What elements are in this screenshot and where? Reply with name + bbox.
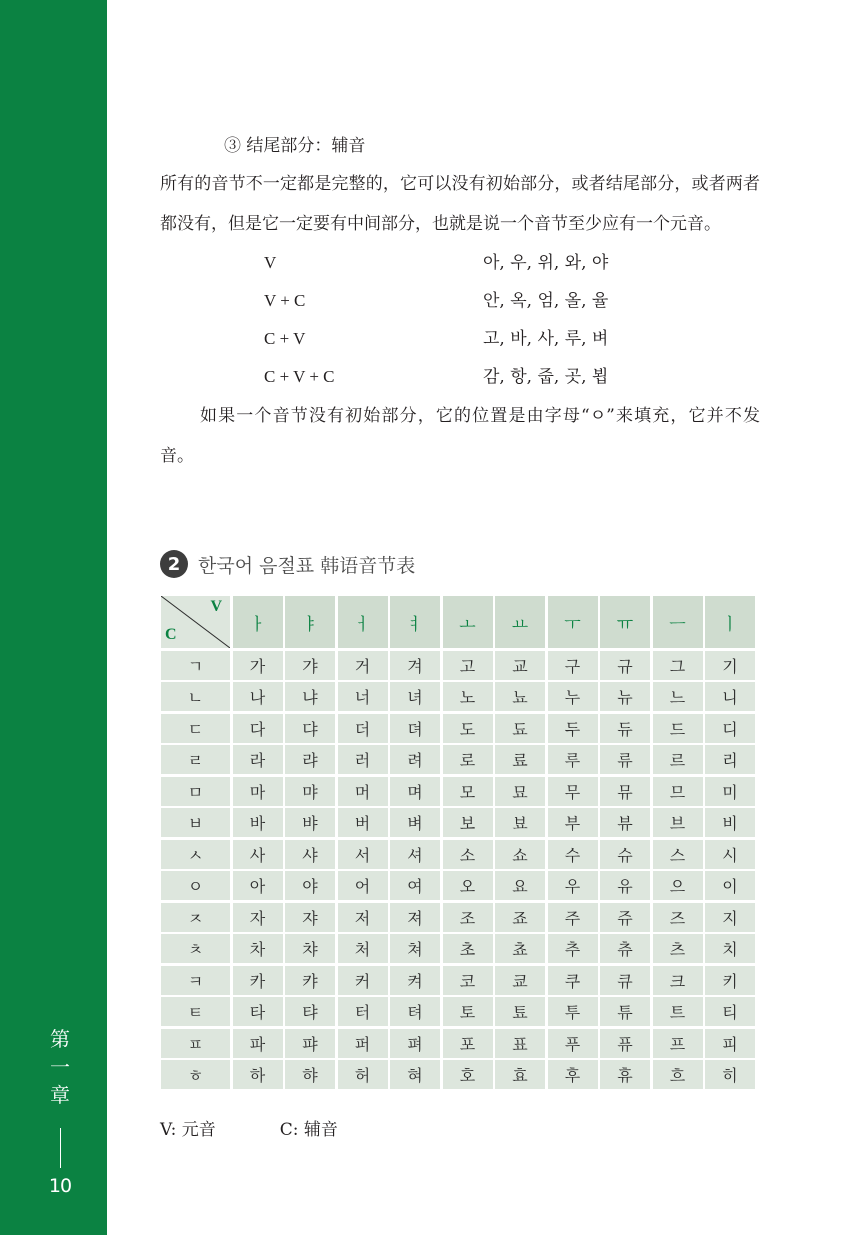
syllable-cell: 쇼 [495, 840, 545, 869]
syllable-cell: 퓨 [600, 1029, 650, 1058]
syllable-cell: 사 [233, 840, 283, 869]
syllable-cell: 크 [653, 966, 703, 995]
section3-paragraph: 所有的音节不一定都是完整的，它可以没有初始部分，或者结尾部分，或者两者都没有，但是它一定要有中间部分，也就是说一个音节至少应有一个元音。 [160, 174, 760, 234]
syllable-cell: 뇨 [495, 682, 545, 711]
syllable-cell: 흐 [653, 1060, 703, 1089]
syllable-cell: 시 [705, 840, 755, 869]
chapter-sidebar [0, 0, 107, 1235]
syllable-cell: 루 [548, 745, 598, 774]
syllable-cell: 듀 [600, 714, 650, 743]
syllable-cell: 그 [653, 651, 703, 680]
syllable-cell: 아 [233, 871, 283, 900]
table-row [161, 714, 757, 743]
syllable-cell: 허 [338, 1060, 388, 1089]
syllable-cell: 저 [338, 903, 388, 932]
section2-heading [160, 548, 415, 580]
syllable-cell: 우 [548, 871, 598, 900]
consonant-cell: ㅂ [161, 808, 230, 837]
syllable-cell: 니 [705, 682, 755, 711]
syllable-cell: 려 [390, 745, 440, 774]
syllable-cell: 툐 [495, 997, 545, 1026]
vowel-header-cell: ㅜ [548, 596, 598, 648]
syllable-cell: 조 [443, 903, 493, 932]
syllable-cell: 가 [233, 651, 283, 680]
table-row [161, 903, 757, 932]
syllable-cell: 푸 [548, 1029, 598, 1058]
syllable-cell: 호 [443, 1060, 493, 1089]
syllable-pattern-list [160, 244, 760, 396]
chapter-label [40, 1025, 80, 1109]
syllable-cell: 혀 [390, 1060, 440, 1089]
section3-body [160, 128, 760, 476]
syllable-cell: 비 [705, 808, 755, 837]
syllable-cell: 자 [233, 903, 283, 932]
syllable-cell: 드 [653, 714, 703, 743]
syllable-cell: 쵸 [495, 934, 545, 963]
table-row [161, 651, 757, 680]
syllable-cell: 오 [443, 871, 493, 900]
table-row [161, 808, 757, 837]
table-corner-cell [161, 596, 230, 648]
corner-consonant-label: C [165, 626, 177, 643]
consonant-cell: ㄹ [161, 745, 230, 774]
vowel-header-cell: ㅗ [443, 596, 493, 648]
syllable-cell: 쳐 [390, 934, 440, 963]
vowel-header-cell: ㅡ [653, 596, 703, 648]
table-row [161, 934, 757, 963]
page-number: 10 [48, 1175, 72, 1197]
syllable-cell: 뎌 [390, 714, 440, 743]
consonant-cell: ㅌ [161, 997, 230, 1026]
pattern-examples: 안, 옥, 엄, 올, 율 [483, 291, 609, 311]
syllable-cell: 뵤 [495, 808, 545, 837]
syllable-cell: 코 [443, 966, 493, 995]
syllable-cell: 여 [390, 871, 440, 900]
syllable-cell: 요 [495, 871, 545, 900]
syllable-cell: 로 [443, 745, 493, 774]
syllable-cell: 텨 [390, 997, 440, 1026]
syllable-cell: 나 [233, 682, 283, 711]
syllable-cell: 됴 [495, 714, 545, 743]
syllable-cell: 캬 [285, 966, 335, 995]
syllable-cell: 거 [338, 651, 388, 680]
syllable-table [161, 596, 757, 1089]
syllable-cell: 유 [600, 871, 650, 900]
syllable-cell: 묘 [495, 777, 545, 806]
syllable-cell: 치 [705, 934, 755, 963]
syllable-cell: 뮤 [600, 777, 650, 806]
syllable-cell: 다 [233, 714, 283, 743]
syllable-cell: 교 [495, 651, 545, 680]
syllable-cell: 쿠 [548, 966, 598, 995]
syllable-cell: 마 [233, 777, 283, 806]
consonant-cell: ㅍ [161, 1029, 230, 1058]
syllable-cell: 츠 [653, 934, 703, 963]
syllable-cell: 댜 [285, 714, 335, 743]
consonant-cell: ㅊ [161, 934, 230, 963]
syllable-cell: 퍄 [285, 1029, 335, 1058]
syllable-cell: 갸 [285, 651, 335, 680]
syllable-cell: 디 [705, 714, 755, 743]
consonant-cell: ㄷ [161, 714, 230, 743]
syllable-cell: 파 [233, 1029, 283, 1058]
pattern-row [160, 358, 760, 396]
syllable-cell: 튜 [600, 997, 650, 1026]
table-row [161, 871, 757, 900]
syllable-cell: 모 [443, 777, 493, 806]
syllable-cell: 구 [548, 651, 598, 680]
table-header-row [161, 596, 757, 648]
consonant-cell: ㅋ [161, 966, 230, 995]
syllable-cell: 뉴 [600, 682, 650, 711]
table-legend [160, 1116, 338, 1144]
consonant-cell: ㅇ [161, 871, 230, 900]
syllable-cell: 스 [653, 840, 703, 869]
syllable-cell: 료 [495, 745, 545, 774]
syllable-cell: 고 [443, 651, 493, 680]
syllable-cell: 포 [443, 1029, 493, 1058]
syllable-cell: 버 [338, 808, 388, 837]
section2-title: 한국어 음절표 韩语音节表 [198, 554, 416, 577]
syllable-cell: 프 [653, 1029, 703, 1058]
syllable-cell: 겨 [390, 651, 440, 680]
pattern-label: C + V + C [264, 367, 335, 386]
syllable-cell: 트 [653, 997, 703, 1026]
syllable-cell: 벼 [390, 808, 440, 837]
chapter-char: 一 [50, 1055, 70, 1079]
pattern-examples: 감, 항, 줍, 곳, 뵙 [483, 367, 609, 387]
syllable-cell: 녀 [390, 682, 440, 711]
syllable-cell: 므 [653, 777, 703, 806]
syllable-cell: 노 [443, 682, 493, 711]
vowel-header-cell: ㅏ [233, 596, 283, 648]
syllable-cell: 퍼 [338, 1029, 388, 1058]
syllable-cell: 먀 [285, 777, 335, 806]
syllable-cell: 큐 [600, 966, 650, 995]
pattern-row [160, 282, 760, 320]
consonant-cell: ㄴ [161, 682, 230, 711]
pattern-label: C + V [264, 329, 306, 348]
syllable-cell: 져 [390, 903, 440, 932]
syllable-cell: 터 [338, 997, 388, 1026]
table-row [161, 1029, 757, 1058]
table-row [161, 840, 757, 869]
syllable-cell: 투 [548, 997, 598, 1026]
syllable-cell: 효 [495, 1060, 545, 1089]
syllable-cell: 서 [338, 840, 388, 869]
syllable-cell: 주 [548, 903, 598, 932]
syllable-cell: 키 [705, 966, 755, 995]
syllable-cell: 표 [495, 1029, 545, 1058]
syllable-cell: 휴 [600, 1060, 650, 1089]
syllable-cell: 어 [338, 871, 388, 900]
consonant-cell: ㅅ [161, 840, 230, 869]
syllable-cell: 샤 [285, 840, 335, 869]
consonant-cell: ㅎ [161, 1060, 230, 1089]
syllable-cell: 보 [443, 808, 493, 837]
syllable-cell: 기 [705, 651, 755, 680]
syllable-cell: 규 [600, 651, 650, 680]
syllable-cell: 토 [443, 997, 493, 1026]
syllable-cell: 추 [548, 934, 598, 963]
syllable-cell: 두 [548, 714, 598, 743]
syllable-cell: 뷰 [600, 808, 650, 837]
table-row [161, 745, 757, 774]
vowel-header-cell: ㅓ [338, 596, 388, 648]
syllable-cell: 초 [443, 934, 493, 963]
syllable-cell: 바 [233, 808, 283, 837]
syllable-cell: 너 [338, 682, 388, 711]
syllable-cell: 부 [548, 808, 598, 837]
syllable-cell: 피 [705, 1029, 755, 1058]
syllable-cell: 하 [233, 1060, 283, 1089]
section3-heading: ③ 结尾部分：辅音 [224, 136, 366, 156]
sidebar-divider [60, 1128, 61, 1168]
syllable-cell: 쥬 [600, 903, 650, 932]
consonant-cell: ㅁ [161, 777, 230, 806]
pattern-examples: 고, 바, 사, 루, 벼 [483, 329, 609, 349]
syllable-cell: 야 [285, 871, 335, 900]
syllable-cell: 지 [705, 903, 755, 932]
section-number-badge: 2 [160, 550, 188, 578]
syllable-cell: 브 [653, 808, 703, 837]
syllable-cell: 으 [653, 871, 703, 900]
syllable-cell: 랴 [285, 745, 335, 774]
syllable-cell: 챠 [285, 934, 335, 963]
syllable-cell: 슈 [600, 840, 650, 869]
pattern-label: V + C [264, 291, 306, 310]
syllable-cell: 며 [390, 777, 440, 806]
vowel-header-cell: ㅑ [285, 596, 335, 648]
consonant-cell: ㅈ [161, 903, 230, 932]
table-row [161, 1060, 757, 1089]
syllable-cell: 차 [233, 934, 283, 963]
syllable-cell: 쟈 [285, 903, 335, 932]
pattern-row [160, 244, 760, 282]
syllable-cell: 도 [443, 714, 493, 743]
pattern-examples: 아, 우, 위, 와, 야 [483, 253, 609, 273]
syllable-cell: 이 [705, 871, 755, 900]
syllable-cell: 류 [600, 745, 650, 774]
vowel-header-cell: ㅕ [390, 596, 440, 648]
syllable-cell: 라 [233, 745, 283, 774]
syllable-cell: 더 [338, 714, 388, 743]
table-row [161, 997, 757, 1026]
vowel-header-cell: ㅣ [705, 596, 755, 648]
chapter-char: 第 [50, 1027, 70, 1051]
syllable-cell: 타 [233, 997, 283, 1026]
syllable-cell: 셔 [390, 840, 440, 869]
corner-vowel-label: V [210, 598, 222, 615]
syllable-cell: 티 [705, 997, 755, 1026]
section3-note: 如果一个音节没有初始部分，它的位置是由字母“ㅇ”来填充，它并不发音。 [160, 406, 760, 466]
pattern-row [160, 320, 760, 358]
syllable-cell: 즈 [653, 903, 703, 932]
table-row [161, 777, 757, 806]
syllable-cell: 츄 [600, 934, 650, 963]
vowel-header-cell: ㅠ [600, 596, 650, 648]
syllable-cell: 머 [338, 777, 388, 806]
syllable-cell: 히 [705, 1060, 755, 1089]
pattern-label: V [264, 253, 277, 272]
syllable-cell: 죠 [495, 903, 545, 932]
syllable-cell: 미 [705, 777, 755, 806]
syllable-cell: 리 [705, 745, 755, 774]
syllable-cell: 느 [653, 682, 703, 711]
table-row [161, 682, 757, 711]
syllable-cell: 펴 [390, 1029, 440, 1058]
syllable-cell: 소 [443, 840, 493, 869]
syllable-cell: 카 [233, 966, 283, 995]
syllable-cell: 쿄 [495, 966, 545, 995]
syllable-cell: 켜 [390, 966, 440, 995]
syllable-cell: 뱌 [285, 808, 335, 837]
syllable-cell: 햐 [285, 1060, 335, 1089]
syllable-cell: 수 [548, 840, 598, 869]
legend-vowel: V: 元音 [160, 1120, 216, 1140]
vowel-header-cell: ㅛ [495, 596, 545, 648]
syllable-cell: 러 [338, 745, 388, 774]
syllable-cell: 후 [548, 1060, 598, 1089]
syllable-cell: 냐 [285, 682, 335, 711]
syllable-cell: 누 [548, 682, 598, 711]
syllable-cell: 커 [338, 966, 388, 995]
chapter-char: 章 [50, 1083, 70, 1107]
syllable-cell: 탸 [285, 997, 335, 1026]
table-row [161, 966, 757, 995]
consonant-cell: ㄱ [161, 651, 230, 680]
legend-consonant: C: 辅音 [279, 1120, 338, 1140]
syllable-cell: 처 [338, 934, 388, 963]
syllable-cell: 무 [548, 777, 598, 806]
syllable-cell: 르 [653, 745, 703, 774]
